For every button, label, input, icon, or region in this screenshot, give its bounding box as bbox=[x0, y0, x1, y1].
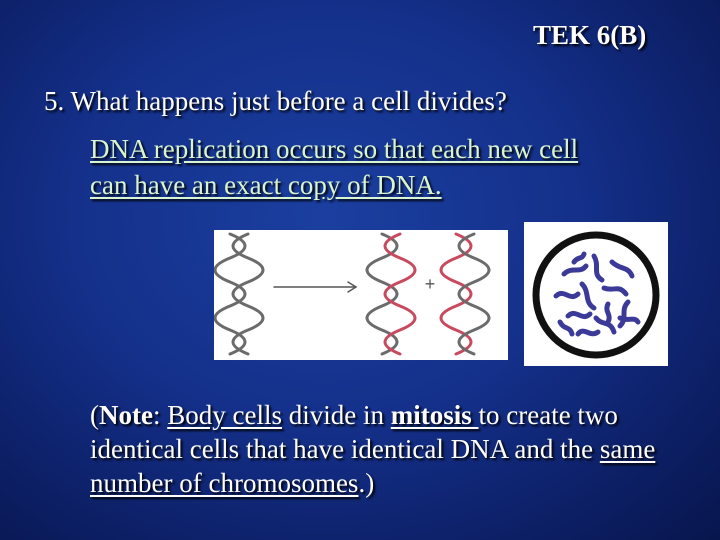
original-dna-helix bbox=[215, 234, 263, 354]
body-cells-term: Body cells bbox=[167, 400, 282, 430]
cell-nucleus-figure bbox=[524, 222, 668, 366]
note-colon: : bbox=[152, 400, 168, 430]
daughter-dna-helix-1 bbox=[367, 234, 415, 354]
answer-line-2: can have an exact copy of DNA. bbox=[90, 170, 442, 200]
cell-chromosomes-illustration bbox=[524, 222, 668, 366]
mitosis-term: mitosis bbox=[390, 400, 479, 430]
dna-replication-figure bbox=[214, 230, 508, 360]
dna-replication-illustration bbox=[214, 230, 508, 360]
note-text-2: to create two identical cells that have identical DNA and the bbox=[90, 400, 618, 464]
daughter-dna-helix-2 bbox=[441, 234, 489, 354]
note-label: Note bbox=[99, 400, 153, 430]
replication-arrow bbox=[274, 282, 356, 292]
question-text: 5. What happens just before a cell divides? bbox=[44, 86, 507, 116]
slide-tag: TEK 6(B) bbox=[533, 20, 647, 50]
note-text-1: divide in bbox=[282, 400, 391, 430]
note-open-paren: ( bbox=[90, 400, 99, 430]
plus-sign: + bbox=[424, 274, 436, 294]
note-close-paren: .) bbox=[358, 468, 375, 498]
note-paragraph bbox=[90, 398, 690, 500]
answer-text bbox=[90, 131, 690, 203]
same-number-term: same number of chromosomes bbox=[90, 434, 656, 498]
answer-line-1: DNA replication occurs so that each new cell bbox=[90, 134, 579, 164]
